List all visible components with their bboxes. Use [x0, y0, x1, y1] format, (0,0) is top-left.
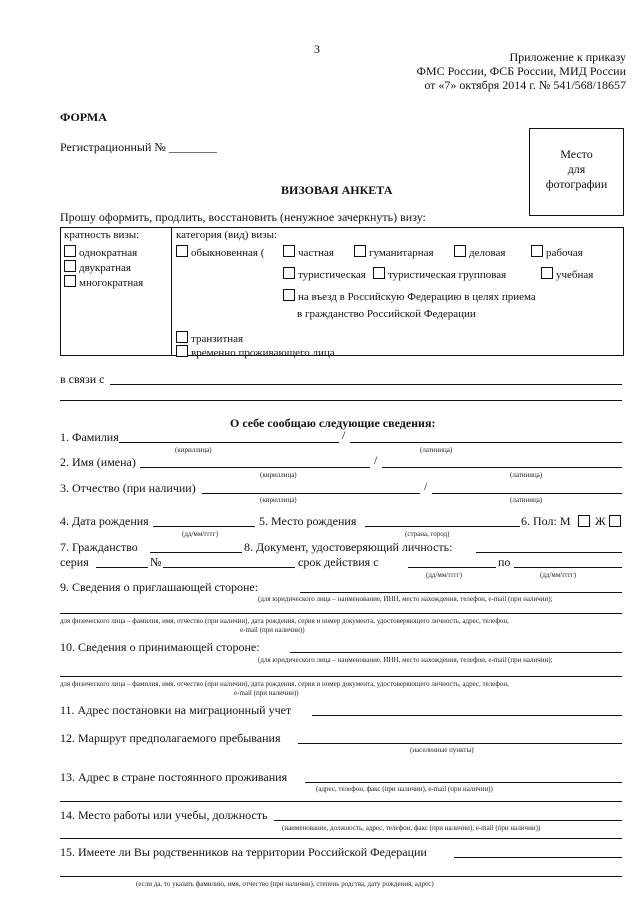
category-temporary[interactable]: временно проживающего лица	[176, 345, 335, 359]
photo-text-3: фотографии	[545, 177, 608, 191]
patronymic-cyr-field[interactable]	[202, 493, 420, 494]
category-tourist-group[interactable]: туристическая групповая	[373, 267, 506, 281]
category-study[interactable]: учебная	[541, 267, 593, 281]
category-citizenship-2: в гражданство Российской Федерации	[297, 308, 476, 320]
relatives-field-2[interactable]	[60, 876, 622, 877]
hint-natural-2: e-mail (при наличии))	[240, 626, 305, 634]
category-transit[interactable]: транзитная	[176, 331, 243, 345]
order-line-1: Приложение к приказу	[509, 50, 626, 64]
multiplicity-single[interactable]: однократная	[64, 245, 137, 259]
checkbox[interactable]	[176, 345, 188, 357]
category-private[interactable]: частная	[283, 245, 334, 259]
hint-cyr: (кириллица)	[175, 446, 212, 454]
checkbox[interactable]	[64, 275, 76, 287]
photo-placeholder	[529, 128, 624, 216]
hint-lat: (латиница)	[510, 471, 543, 479]
checkbox[interactable]	[283, 245, 295, 257]
relatives-label: 15. Имеете ли Вы родственников на территории Российской Федерации	[60, 845, 427, 859]
number-label: №	[150, 555, 162, 569]
checkbox[interactable]	[283, 267, 295, 279]
form-label: ФОРМА	[60, 110, 107, 124]
multiplicity-multiple[interactable]: многократная	[64, 275, 143, 289]
surname-label: 1. Фамилия	[60, 430, 119, 444]
host-party-field-2[interactable]	[60, 676, 622, 677]
to-label: по	[498, 555, 511, 569]
slash: /	[424, 479, 428, 493]
birthplace-field[interactable]	[365, 526, 520, 527]
category-tourist[interactable]: туристическая	[283, 267, 366, 281]
category-label: категория (вид) визы:	[176, 229, 278, 241]
hint-cyr: (кириллица)	[260, 496, 297, 504]
birthdate-label: 4. Дата рождения	[60, 514, 149, 528]
residence-address-field[interactable]	[305, 782, 622, 783]
route-field[interactable]	[298, 743, 622, 744]
category-work[interactable]: рабочая	[531, 245, 583, 259]
table-divider	[171, 228, 172, 355]
in-connection-field[interactable]	[110, 384, 622, 385]
photo-text-2: для	[567, 162, 586, 176]
hint-natural: для физического лица – фамилия, имя, отчество (при наличии), дата рождения, серия и номер документа, удостоверяющего личность, адрес, телефон,	[60, 617, 509, 625]
photo-text-1: Место	[560, 147, 593, 161]
hint-work: (наименование, должность, адрес, телефон, факс (при наличии), e-mail (при наличии))	[282, 824, 541, 832]
citizenship-label: 7. Гражданство	[60, 540, 138, 554]
residence-address-label: 13. Адрес в стране постоянного проживания	[60, 770, 288, 784]
inviting-party-field[interactable]	[300, 592, 622, 593]
form-title: ВИЗОВАЯ АНКЕТА	[281, 183, 393, 197]
patronymic-label: 3. Отчество (при наличии)	[60, 481, 196, 495]
multiplicity-double[interactable]: двукратная	[64, 260, 131, 274]
checkbox[interactable]	[541, 267, 553, 279]
hint-legal: (для юридического лица – наименование, ИНН, место нахождения, телефон, e-mail (при наличии);	[258, 595, 553, 603]
checkbox[interactable]	[454, 245, 466, 257]
in-connection-label: в связи с	[60, 372, 105, 386]
hint-lat: (латиница)	[510, 496, 543, 504]
number-field[interactable]	[163, 567, 295, 568]
checkbox[interactable]	[64, 245, 76, 257]
in-connection-field-2[interactable]	[60, 400, 622, 401]
visa-type-table	[60, 227, 624, 359]
hint-date: (дд/мм/гггг)	[540, 571, 577, 579]
document-label: 8. Документ, удостоверяющий личность:	[244, 540, 453, 554]
checkbox[interactable]	[373, 267, 385, 279]
checkbox[interactable]	[354, 245, 366, 257]
validity-to-field[interactable]	[514, 567, 622, 568]
work-field[interactable]	[274, 820, 622, 821]
checkbox[interactable]	[176, 331, 188, 343]
hint-lat: (латиница)	[420, 446, 453, 454]
sex-label: 6. Пол: М	[521, 514, 571, 528]
patronymic-lat-field[interactable]	[432, 493, 622, 494]
sex-female-label: Ж	[595, 514, 606, 528]
validity-label: срок действия с	[298, 555, 379, 569]
order-line-3: от «7» октября 2014 г. № 541/568/18657	[424, 78, 626, 92]
name-label: 2. Имя (имена)	[60, 455, 136, 469]
series-label: серия	[60, 555, 89, 569]
hint-natural: для физического лица – фамилия, имя, отчество (при наличии), дата рождения, серия и номер документа, удостоверяющего личность, адрес, телефон,	[60, 680, 509, 688]
order-line-2: ФМС России, ФСБ России, МИД России	[416, 64, 626, 78]
residence-address-field-2[interactable]	[60, 801, 622, 802]
name-lat-field[interactable]	[382, 467, 622, 468]
series-field[interactable]	[96, 567, 148, 568]
hint-date: (дд/мм/гггг)	[182, 530, 219, 538]
slash: /	[374, 453, 378, 467]
inviting-party-field-2[interactable]	[60, 613, 622, 614]
work-label: 14. Место работы или учебы, должность	[60, 808, 268, 822]
host-party-label: 10. Сведения о принимающей стороне:	[60, 640, 260, 654]
birthdate-field[interactable]	[153, 526, 255, 527]
relatives-field[interactable]	[454, 857, 622, 858]
validity-from-field[interactable]	[408, 567, 496, 568]
checkbox[interactable]	[64, 260, 76, 272]
hint-relatives: (если да, то указать фамилию, имя, отчество (при наличии), степень родства, дату рождения, адрес)	[136, 880, 434, 888]
surname-cyr-field[interactable]	[119, 442, 339, 443]
route-label: 12. Маршрут предполагаемого пребывания	[60, 731, 281, 745]
category-citizenship[interactable]: на въезд в Российскую Федерацию в целях приема	[283, 289, 536, 303]
checkbox[interactable]	[176, 245, 188, 257]
section-title: О себе сообщаю следующие сведения:	[230, 416, 436, 430]
hint-points: (населенные пункты)	[410, 746, 474, 754]
checkbox[interactable]	[531, 245, 543, 257]
category-humanitarian[interactable]: гуманитарная	[354, 245, 434, 259]
document-field[interactable]	[476, 552, 622, 553]
name-cyr-field[interactable]	[140, 467, 370, 468]
category-ordinary[interactable]: обыкновенная (	[176, 245, 264, 259]
sex-female-checkbox[interactable]	[609, 515, 621, 527]
page-number: 3	[314, 42, 320, 56]
hint-natural-2: e-mail (при наличии))	[234, 689, 299, 697]
surname-lat-field[interactable]	[350, 442, 622, 443]
request-text: Прошу оформить, продлить, восстановить (ненужное зачеркнуть) визу:	[60, 210, 426, 224]
work-field-2[interactable]	[60, 838, 622, 839]
multiplicity-label: кратность визы:	[64, 229, 140, 241]
checkbox[interactable]	[283, 289, 295, 301]
migration-address-label: 11. Адрес постановки на миграционный учет	[60, 703, 292, 717]
hint-legal: (для юридического лица – наименование, ИНН, место нахождения, телефон, e-mail (при наличии);	[258, 656, 553, 664]
migration-address-field[interactable]	[312, 715, 622, 716]
hint-address: (адрес, телефон, факс (при наличии), e-mail (при наличии))	[316, 785, 493, 793]
birthplace-label: 5. Место рождения	[259, 514, 357, 528]
sex-male-checkbox[interactable]	[578, 515, 590, 527]
host-party-field[interactable]	[290, 652, 622, 653]
registration-number: Регистрационный № ________	[60, 140, 217, 154]
inviting-party-label: 9. Сведения о приглашающей стороне:	[60, 580, 259, 594]
category-business[interactable]: деловая	[454, 245, 505, 259]
hint-place: (страна, город)	[405, 530, 450, 538]
hint-cyr: (кириллица)	[260, 471, 297, 479]
hint-date: (дд/мм/гггг)	[426, 571, 463, 579]
citizenship-field[interactable]	[150, 552, 242, 553]
slash: /	[342, 428, 346, 442]
